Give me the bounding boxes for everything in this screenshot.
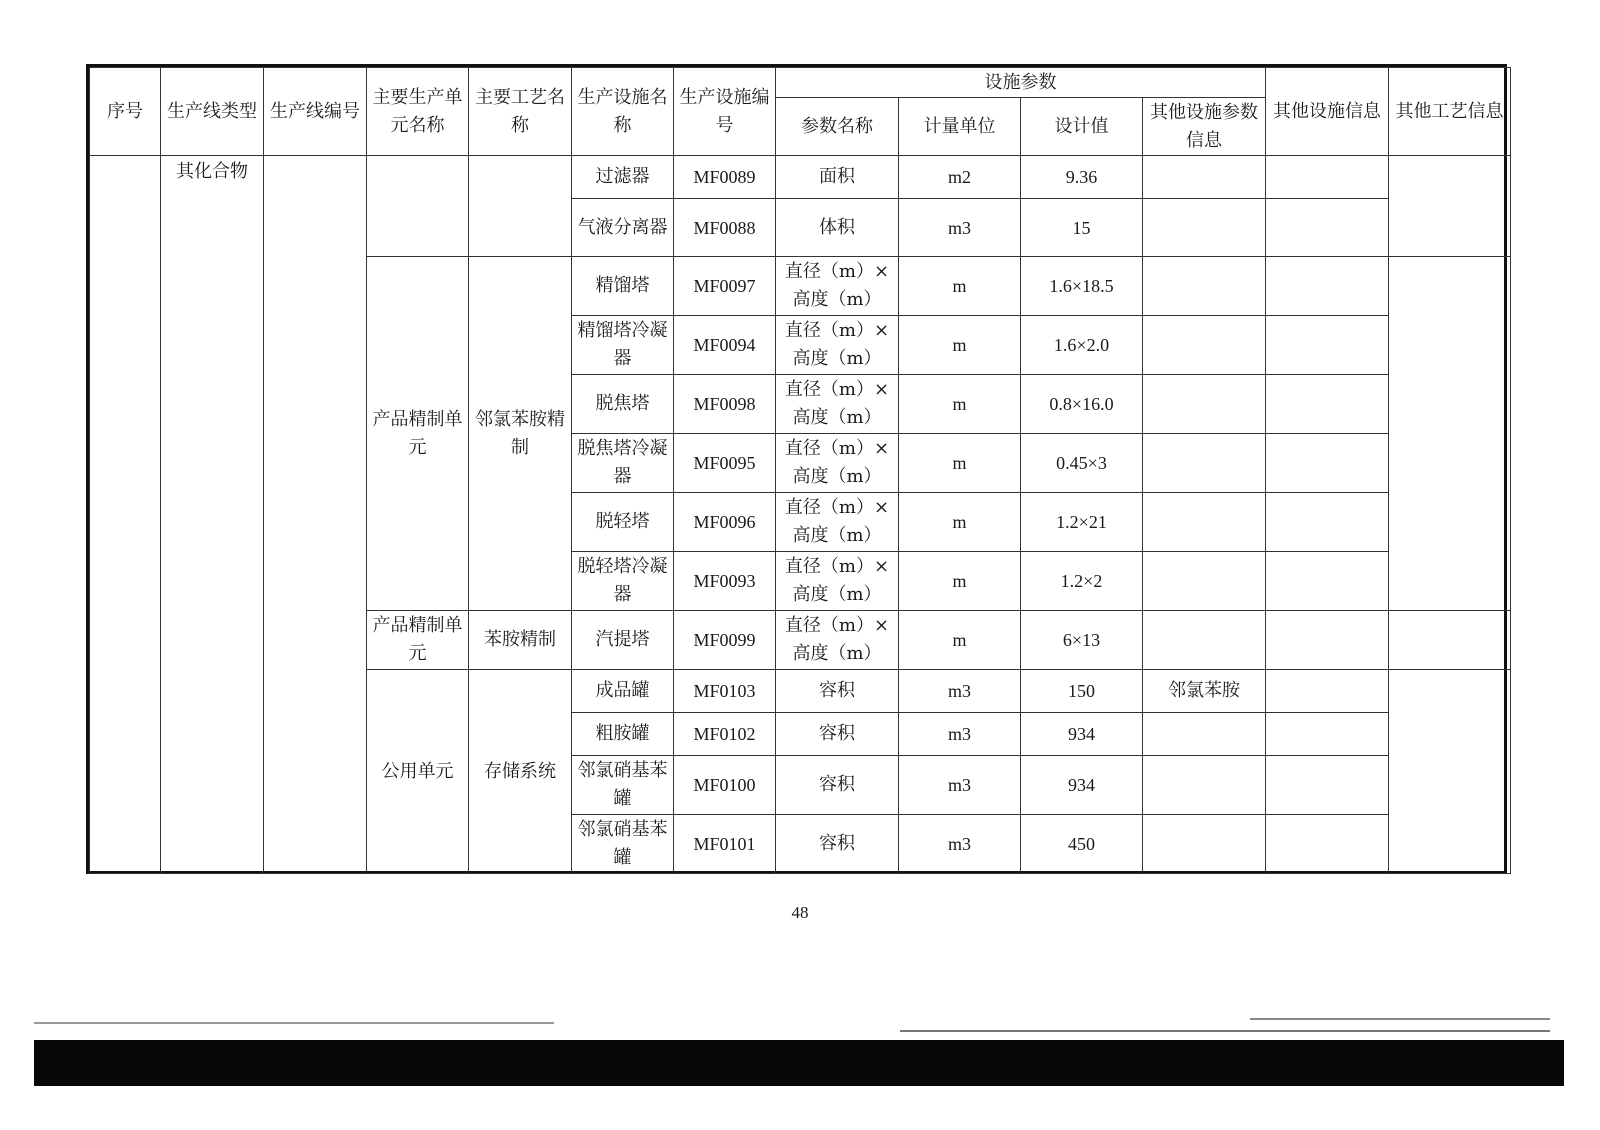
other-params-cell	[1143, 611, 1266, 670]
param-name-cell: 直径（m）×高度（m）	[776, 375, 899, 434]
facility-code-cell: MF0089	[674, 156, 776, 199]
facility-name-cell: 脱轻塔	[572, 493, 674, 552]
process-name-cell: 邻氯苯胺精制	[469, 257, 572, 611]
param-name-cell: 直径（m）×高度（m）	[776, 493, 899, 552]
facility-name-cell: 精馏塔	[572, 257, 674, 316]
facility-code-cell: MF0096	[674, 493, 776, 552]
param-name-cell: 直径（m）×高度（m）	[776, 434, 899, 493]
unit-name-cell	[367, 156, 469, 257]
unit-cell: m3	[899, 713, 1021, 756]
unit-cell: m2	[899, 156, 1021, 199]
facility-name-cell: 邻氯硝基苯罐	[572, 756, 674, 815]
param-name-cell: 容积	[776, 713, 899, 756]
facility-name-cell: 邻氯硝基苯罐	[572, 815, 674, 874]
header-line-no: 生产线编号	[264, 68, 367, 156]
facility-table-frame	[86, 64, 1507, 874]
param-name-cell: 直径（m）×高度（m）	[776, 257, 899, 316]
facility-parameters-table	[89, 67, 1511, 874]
scan-shadow-bar	[34, 1040, 1564, 1086]
other-params-cell	[1143, 756, 1266, 815]
other-params-cell	[1143, 815, 1266, 874]
design-value-cell: 0.45×3	[1021, 434, 1143, 493]
unit-cell: m3	[899, 756, 1021, 815]
scan-artifact-line	[34, 1022, 554, 1024]
other-facility-cell	[1266, 552, 1389, 611]
process-name-cell	[469, 156, 572, 257]
design-value-cell: 1.2×2	[1021, 552, 1143, 611]
facility-code-cell: MF0100	[674, 756, 776, 815]
facility-name-cell: 脱焦塔	[572, 375, 674, 434]
other-facility-cell	[1266, 257, 1389, 316]
design-value-cell: 15	[1021, 199, 1143, 257]
unit-cell: m	[899, 611, 1021, 670]
facility-code-cell: MF0095	[674, 434, 776, 493]
other-facility-cell	[1266, 756, 1389, 815]
facility-code-cell: MF0094	[674, 316, 776, 375]
facility-code-cell: MF0101	[674, 815, 776, 874]
header-param-name: 参数名称	[776, 98, 899, 156]
header-unit-name: 主要生产单元名称	[367, 68, 469, 156]
header-other-params: 其他设施参数信息	[1143, 98, 1266, 156]
other-params-cell	[1143, 316, 1266, 375]
other-process-cell	[1389, 611, 1511, 670]
facility-code-cell: MF0097	[674, 257, 776, 316]
design-value-cell: 1.6×18.5	[1021, 257, 1143, 316]
facility-name-cell: 过滤器	[572, 156, 674, 199]
design-value-cell: 9.36	[1021, 156, 1143, 199]
unit-cell: m	[899, 493, 1021, 552]
other-facility-cell	[1266, 316, 1389, 375]
param-name-cell: 面积	[776, 156, 899, 199]
header-unit: 计量单位	[899, 98, 1021, 156]
other-process-cell	[1389, 257, 1511, 611]
unit-name-cell: 产品精制单元	[367, 257, 469, 611]
facility-name-cell: 精馏塔冷凝器	[572, 316, 674, 375]
other-process-cell	[1389, 670, 1511, 874]
unit-cell: m	[899, 434, 1021, 493]
design-value-cell: 934	[1021, 713, 1143, 756]
design-value-cell: 1.6×2.0	[1021, 316, 1143, 375]
other-facility-cell	[1266, 493, 1389, 552]
header-other-process: 其他工艺信息	[1389, 68, 1511, 156]
design-value-cell: 0.8×16.0	[1021, 375, 1143, 434]
facility-code-cell: MF0099	[674, 611, 776, 670]
facility-name-cell: 汽提塔	[572, 611, 674, 670]
other-params-cell	[1143, 156, 1266, 199]
other-params-cell	[1143, 552, 1266, 611]
seq-cell	[90, 156, 161, 874]
param-name-cell: 容积	[776, 815, 899, 874]
unit-cell: m	[899, 257, 1021, 316]
facility-code-cell: MF0103	[674, 670, 776, 713]
other-params-cell	[1143, 713, 1266, 756]
unit-name-cell: 公用单元	[367, 670, 469, 874]
header-facility-name: 生产设施名称	[572, 68, 674, 156]
unit-cell: m	[899, 316, 1021, 375]
header-params-group: 设施参数	[776, 68, 1266, 98]
other-facility-cell	[1266, 199, 1389, 257]
unit-cell: m3	[899, 199, 1021, 257]
other-params-cell	[1143, 199, 1266, 257]
other-facility-cell	[1266, 815, 1389, 874]
design-value-cell: 934	[1021, 756, 1143, 815]
facility-name-cell: 气液分离器	[572, 199, 674, 257]
header-design-value: 设计值	[1021, 98, 1143, 156]
other-facility-cell	[1266, 670, 1389, 713]
param-name-cell: 直径（m）×高度（m）	[776, 552, 899, 611]
other-facility-cell	[1266, 434, 1389, 493]
facility-name-cell: 脱焦塔冷凝器	[572, 434, 674, 493]
unit-name-cell: 产品精制单元	[367, 611, 469, 670]
param-name-cell: 直径（m）×高度（m）	[776, 611, 899, 670]
design-value-cell: 150	[1021, 670, 1143, 713]
other-params-cell	[1143, 493, 1266, 552]
facility-code-cell: MF0093	[674, 552, 776, 611]
scan-artifact-line	[1250, 1018, 1550, 1020]
page-number: 48	[791, 903, 809, 922]
other-facility-cell	[1266, 611, 1389, 670]
other-params-cell	[1143, 257, 1266, 316]
design-value-cell: 1.2×21	[1021, 493, 1143, 552]
line-no-cell	[264, 156, 367, 874]
header-facility-no: 生产设施编号	[674, 68, 776, 156]
param-name-cell: 容积	[776, 756, 899, 815]
other-facility-cell	[1266, 375, 1389, 434]
param-name-cell: 直径（m）×高度（m）	[776, 316, 899, 375]
other-facility-cell	[1266, 156, 1389, 199]
param-name-cell: 体积	[776, 199, 899, 257]
process-name-cell: 苯胺精制	[469, 611, 572, 670]
unit-cell: m	[899, 375, 1021, 434]
header-other-facility: 其他设施信息	[1266, 68, 1389, 156]
other-params-cell	[1143, 434, 1266, 493]
header-process-name: 主要工艺名称	[469, 68, 572, 156]
param-name-cell: 容积	[776, 670, 899, 713]
scan-artifact-line	[900, 1030, 1550, 1032]
other-params-cell: 邻氯苯胺	[1143, 670, 1266, 713]
facility-code-cell: MF0102	[674, 713, 776, 756]
facility-name-cell: 脱轻塔冷凝器	[572, 552, 674, 611]
unit-cell: m3	[899, 670, 1021, 713]
facility-code-cell: MF0098	[674, 375, 776, 434]
header-seq: 序号	[90, 68, 161, 156]
facility-name-cell: 成品罐	[572, 670, 674, 713]
facility-name-cell: 粗胺罐	[572, 713, 674, 756]
line-type-cell: 其化合物	[161, 156, 264, 874]
unit-cell: m	[899, 552, 1021, 611]
design-value-cell: 6×13	[1021, 611, 1143, 670]
header-line-type: 生产线类型	[161, 68, 264, 156]
other-params-cell	[1143, 375, 1266, 434]
process-name-cell: 存储系统	[469, 670, 572, 874]
facility-code-cell: MF0088	[674, 199, 776, 257]
unit-cell: m3	[899, 815, 1021, 874]
design-value-cell: 450	[1021, 815, 1143, 874]
other-facility-cell	[1266, 713, 1389, 756]
other-process-cell	[1389, 156, 1511, 257]
